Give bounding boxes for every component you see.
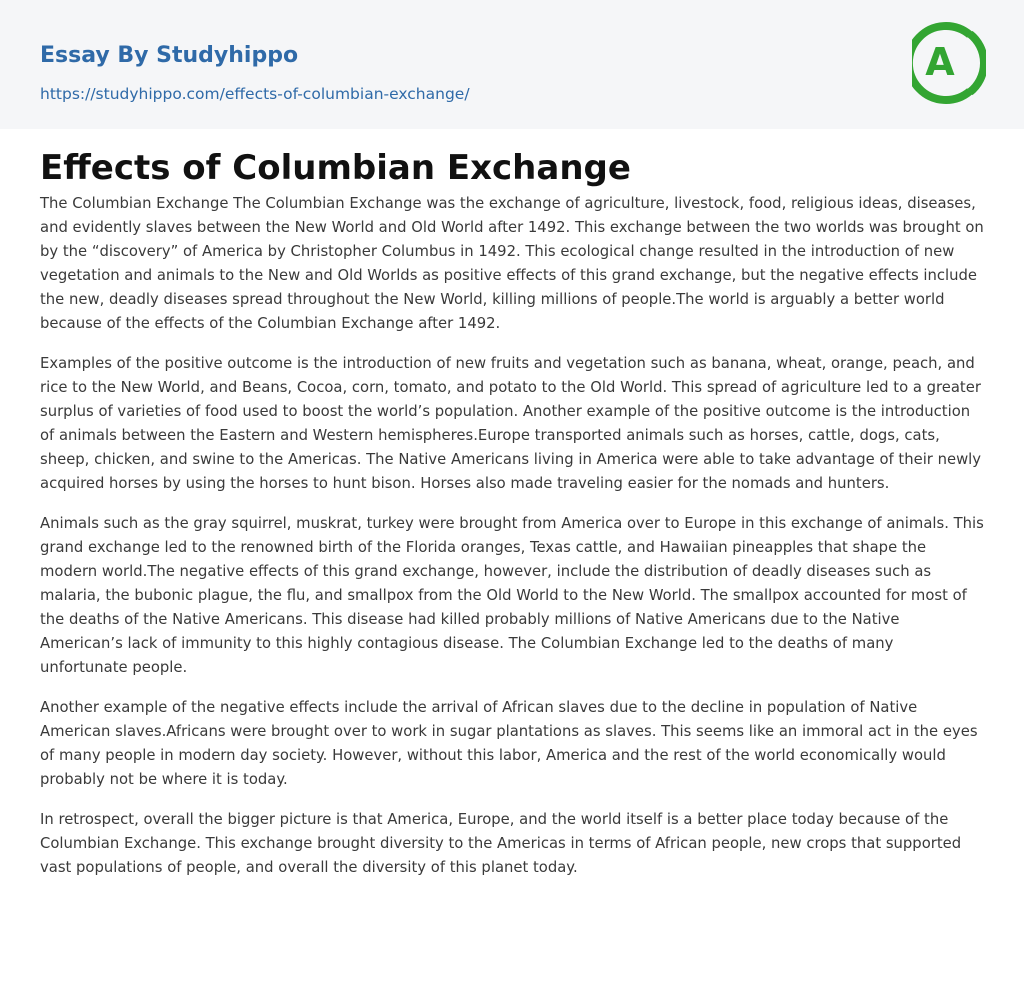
paragraph-3: Animals such as the gray squirrel, muskrat, turkey were brought from America over to Europe in this exchange of animals. This grand exchange led to the renowned birth of the Florida oranges, Texas cattle, and Hawaiian pineapples that shape the modern world.The negative effects of this grand exchange, however, include the distribution of deadly diseases such as malaria, the bubonic plague, the flu, and smallpox from the Old World to the New World. The smallpox accounted for most of the deaths of the Native Americans. This disease had killed probably millions of Native Americans due to the Native American’s lack of immunity to this highly contagious disease. The Columbian Exchange led to the deaths of many unfortunate people. bbox=[40, 515, 984, 676]
paragraph-2: Examples of the positive outcome is the introduction of new fruits and vegetation such as banana, wheat, orange, peach, and rice to the New World, and Beans, Cocoa, corn, tomato, and potato to the Old World. This spread of agriculture led to a greater surplus of varieties of food used to boost the world’s population. Another example of the positive outcome is the introduction of animals between the Eastern and Western hemispheres.Europe transported animals such as horses, cattle, dogs, cats, sheep, chicken, and swine to the Americas. The Native Americans living in America were able to take advantage of their newly acquired horses by using the horses to hunt bison. Horses also made traveling easier for the nomads and hunters. bbox=[40, 355, 982, 492]
article-url-link[interactable]: https://studyhippo.com/effects-of-columbian-exchange/ bbox=[40, 85, 470, 103]
article-title: Effects of Columbian Exchange bbox=[40, 148, 631, 188]
studyhippo-logo-icon[interactable] bbox=[912, 20, 986, 106]
brand-title[interactable]: Essay By Studyhippo bbox=[40, 43, 299, 68]
logo-letter: A bbox=[925, 40, 955, 84]
site-header bbox=[0, 0, 1024, 129]
paragraph-5: In retrospect, overall the bigger picture is that America, Europe, and the world itself is a better place today because of the Columbian Exchange. This exchange brought diversity to the Americas in terms of African people, new crops that supported vast populations of people, and overall the diversity of this planet today. bbox=[40, 811, 962, 876]
article bbox=[0, 129, 1024, 880]
essay-body bbox=[40, 190, 984, 880]
paragraph-1: The Columbian Exchange The Columbian Exchange was the exchange of agriculture, livestock, food, religious ideas, diseases, and evidently slaves between the New World and Old World after 1492. This exchange between the two worlds was brought on by the “discovery” of America by Christopher Columbus in 1492. This ecological change resulted in the introduction of new vegetation and animals to the New and Old Worlds as positive effects of this grand exchange, but the negative effects include the new, deadly diseases spread throughout the New World, killing millions of people.The world is arguably a better world because of the effects of the Columbian Exchange after 1492. bbox=[40, 195, 984, 332]
paragraph-4: Another example of the negative effects include the arrival of African slaves due to the decline in population of Native American slaves.Africans were brought over to work in sugar plantations as slaves. This seems like an immoral act in the eyes of many people in modern day society. However, without this labor, America and the rest of the world economically would probably not be where it is today. bbox=[40, 699, 978, 788]
